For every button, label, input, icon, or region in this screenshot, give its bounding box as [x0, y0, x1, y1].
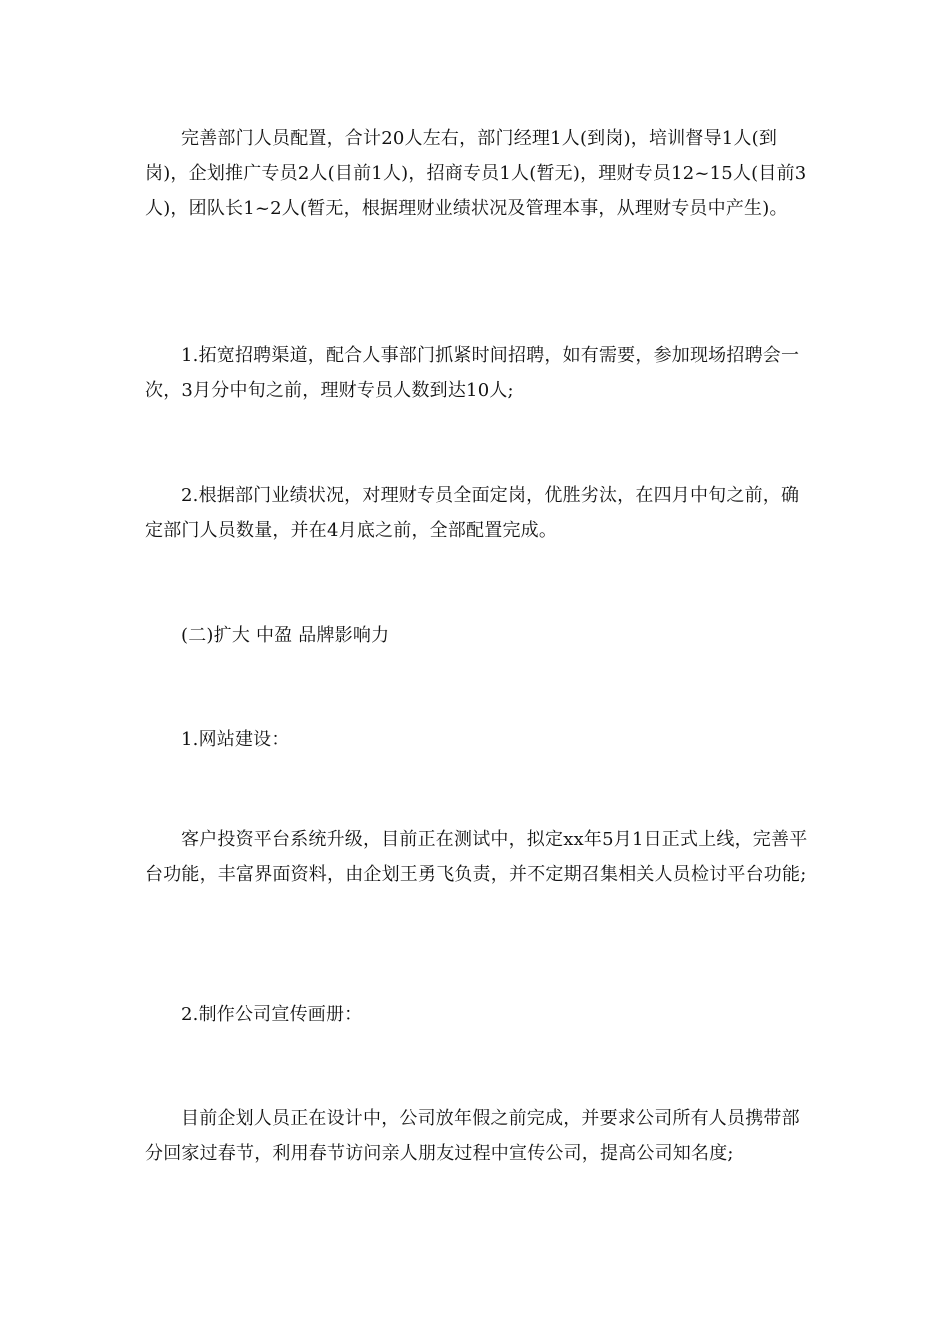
- paragraph-recruitment: 1.拓宽招聘渠道，配合人事部门抓紧时间招聘，如有需要，参加现场招聘会一次，3月分中旬之前，理财专员人数到达10人;: [145, 345, 800, 401]
- section-heading-brand: (二)扩大 中盈 品牌影响力: [181, 625, 390, 646]
- item-heading-website: 1.网站建设：: [181, 729, 290, 750]
- item-heading-brochure: 2.制作公司宣传画册：: [181, 1004, 363, 1025]
- paragraph-website: 客户投资平台系统升级，目前正在测试中，拟定xx年5月1日正式上线，完善平台功能，丰富界面资料，由企划王勇飞负责，并不定期召集相关人员检讨平台功能;: [145, 829, 808, 885]
- paragraph-brochure: 目前企划人员正在设计中，公司放年假之前完成，并要求公司所有人员携带部分回家过春节，利用春节访问亲人朋友过程中宣传公司，提高公司知名度;: [145, 1108, 800, 1164]
- paragraph-positioning: 2.根据部门业绩状况，对理财专员全面定岗，优胜劣汰，在四月中旬之前，确定部门人员数量，并在4月底之前，全部配置完成。: [145, 485, 800, 541]
- paragraph-staffing: 完善部门人员配置，合计20人左右，部门经理1人(到岗)，培训督导1人(到岗)，企划推广专员2人(目前1人)，招商专员1人(暂无)，理财专员12~15人(目前3人)，团队长1~2人(暂无，根据理财业绩状况及管理本事，从理财专员中产生)。: [145, 128, 807, 219]
